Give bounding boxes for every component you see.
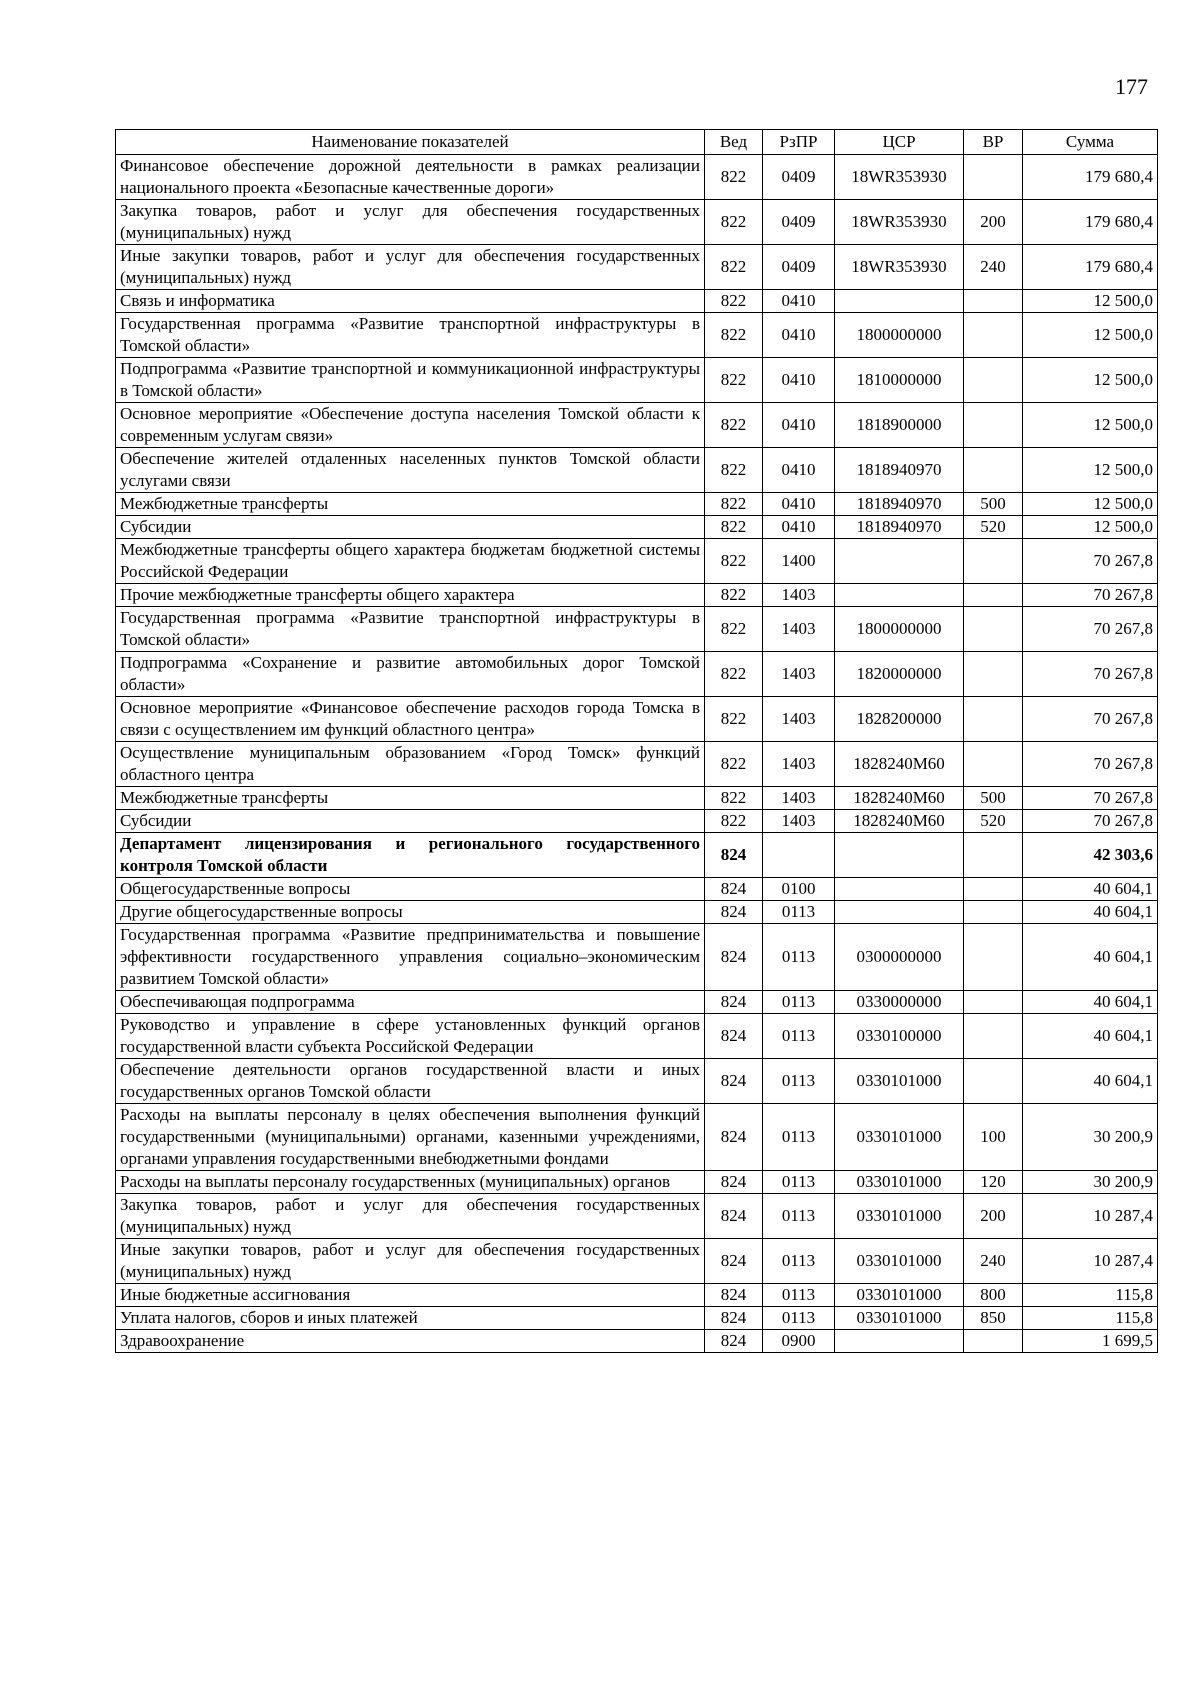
cell-ved: 824 [705, 1284, 763, 1307]
cell-ved: 822 [705, 607, 763, 652]
cell-vr: 120 [964, 1171, 1023, 1194]
cell-name: Иные бюджетные ассигнования [116, 1284, 705, 1307]
cell-name: Другие общегосударственные вопросы [116, 901, 705, 924]
table-row [116, 697, 1158, 742]
table-row [116, 607, 1158, 652]
cell-sum: 179 680,4 [1023, 200, 1158, 245]
cell-sum: 40 604,1 [1023, 1059, 1158, 1104]
table-row [116, 539, 1158, 584]
cell-sum: 70 267,8 [1023, 742, 1158, 787]
cell-csr [835, 290, 964, 313]
cell-name: Расходы на выплаты персоналу государственных (муниципальных) органов [116, 1171, 705, 1194]
table-row [116, 901, 1158, 924]
cell-name: Субсидии [116, 516, 705, 539]
cell-name: Расходы на выплаты персоналу в целях обеспечения выполнения функций государственными (муниципальными) органами, казенными учреждениями, органами управления государственными внебюджетными фондами [116, 1104, 705, 1171]
cell-sum: 40 604,1 [1023, 991, 1158, 1014]
table-row [116, 403, 1158, 448]
cell-vr [964, 901, 1023, 924]
cell-name: Межбюджетные трансферты [116, 493, 705, 516]
table-body [116, 155, 1158, 1353]
cell-csr: 0300000000 [835, 924, 964, 991]
cell-csr: 1800000000 [835, 313, 964, 358]
cell-csr: 1828240M60 [835, 787, 964, 810]
table-row [116, 833, 1158, 878]
table-row [116, 290, 1158, 313]
cell-ved: 824 [705, 1330, 763, 1353]
cell-name: Уплата налогов, сборов и иных платежей [116, 1307, 705, 1330]
cell-rzpr: 0113 [763, 991, 835, 1014]
cell-vr [964, 1059, 1023, 1104]
cell-csr: 0330101000 [835, 1194, 964, 1239]
cell-ved: 822 [705, 493, 763, 516]
table-row [116, 742, 1158, 787]
cell-vr [964, 878, 1023, 901]
cell-name: Руководство и управление в сфере установленных функций органов государственной власти субъекта Российской Федерации [116, 1014, 705, 1059]
cell-name: Общегосударственные вопросы [116, 878, 705, 901]
cell-csr: 1820000000 [835, 652, 964, 697]
cell-csr: 1800000000 [835, 607, 964, 652]
cell-vr: 850 [964, 1307, 1023, 1330]
table-row [116, 1284, 1158, 1307]
cell-sum: 30 200,9 [1023, 1171, 1158, 1194]
cell-rzpr [763, 833, 835, 878]
cell-rzpr: 0410 [763, 516, 835, 539]
table-row [116, 584, 1158, 607]
cell-rzpr: 1403 [763, 584, 835, 607]
cell-vr [964, 991, 1023, 1014]
cell-vr [964, 742, 1023, 787]
cell-ved: 822 [705, 584, 763, 607]
cell-vr [964, 607, 1023, 652]
cell-rzpr: 0409 [763, 200, 835, 245]
cell-vr [964, 313, 1023, 358]
cell-name: Основное мероприятие «Обеспечение доступа населения Томской области к современным услугам связи» [116, 403, 705, 448]
cell-sum: 70 267,8 [1023, 539, 1158, 584]
cell-ved: 824 [705, 991, 763, 1014]
table-row [116, 313, 1158, 358]
cell-ved: 824 [705, 924, 763, 991]
cell-name: Здравоохранение [116, 1330, 705, 1353]
cell-vr: 520 [964, 516, 1023, 539]
cell-csr: 1818940970 [835, 493, 964, 516]
cell-csr: 0330000000 [835, 991, 964, 1014]
cell-name: Прочие межбюджетные трансферты общего характера [116, 584, 705, 607]
cell-sum: 10 287,4 [1023, 1194, 1158, 1239]
cell-vr [964, 833, 1023, 878]
cell-csr: 1828240M60 [835, 810, 964, 833]
cell-sum: 179 680,4 [1023, 245, 1158, 290]
cell-name: Основное мероприятие «Финансовое обеспечение расходов города Томска в связи с осуществлением им функций областного центра» [116, 697, 705, 742]
cell-rzpr: 0410 [763, 358, 835, 403]
table-row [116, 1194, 1158, 1239]
column-header-csr: ЦСР [835, 130, 964, 155]
cell-csr: 1828240M60 [835, 742, 964, 787]
cell-ved: 822 [705, 245, 763, 290]
cell-name: Обеспечение жителей отдаленных населенных пунктов Томской области услугами связи [116, 448, 705, 493]
cell-name: Иные закупки товаров, работ и услуг для обеспечения государственных (муниципальных) нужд [116, 1239, 705, 1284]
cell-sum: 70 267,8 [1023, 607, 1158, 652]
cell-csr: 0330101000 [835, 1171, 964, 1194]
cell-rzpr: 0113 [763, 1194, 835, 1239]
budget-table [115, 129, 1158, 1353]
cell-rzpr: 1403 [763, 787, 835, 810]
cell-vr: 800 [964, 1284, 1023, 1307]
cell-vr [964, 155, 1023, 200]
cell-ved: 824 [705, 1171, 763, 1194]
cell-vr: 200 [964, 1194, 1023, 1239]
cell-vr: 240 [964, 1239, 1023, 1284]
cell-name: Связь и информатика [116, 290, 705, 313]
cell-ved: 822 [705, 787, 763, 810]
cell-rzpr: 1403 [763, 810, 835, 833]
column-header-name: Наименование показателей [116, 130, 705, 155]
cell-sum: 115,8 [1023, 1307, 1158, 1330]
table-row [116, 991, 1158, 1014]
cell-csr: 18WR353930 [835, 200, 964, 245]
table-row [116, 924, 1158, 991]
cell-csr: 0330100000 [835, 1014, 964, 1059]
cell-rzpr: 0410 [763, 290, 835, 313]
cell-ved: 824 [705, 1194, 763, 1239]
column-header-rzpr: РзПР [763, 130, 835, 155]
table-row [116, 1059, 1158, 1104]
table-row [116, 1239, 1158, 1284]
cell-name: Департамент лицензирования и регионального государственного контроля Томской области [116, 833, 705, 878]
cell-ved: 822 [705, 810, 763, 833]
cell-name: Межбюджетные трансферты общего характера бюджетам бюджетной системы Российской Федерации [116, 539, 705, 584]
cell-vr [964, 924, 1023, 991]
cell-rzpr: 0900 [763, 1330, 835, 1353]
table-header-row [116, 130, 1158, 155]
cell-sum: 115,8 [1023, 1284, 1158, 1307]
cell-ved: 822 [705, 403, 763, 448]
table-row [116, 155, 1158, 200]
cell-csr [835, 584, 964, 607]
cell-ved: 822 [705, 652, 763, 697]
cell-name: Обеспечение деятельности органов государственной власти и иных государственных органов Томской области [116, 1059, 705, 1104]
cell-name: Государственная программа «Развитие транспортной инфраструктуры в Томской области» [116, 607, 705, 652]
cell-vr [964, 697, 1023, 742]
cell-sum: 12 500,0 [1023, 290, 1158, 313]
cell-sum: 179 680,4 [1023, 155, 1158, 200]
cell-sum: 30 200,9 [1023, 1104, 1158, 1171]
table-row [116, 1330, 1158, 1353]
cell-csr [835, 833, 964, 878]
cell-vr [964, 358, 1023, 403]
cell-rzpr: 0409 [763, 245, 835, 290]
cell-rzpr: 0113 [763, 1014, 835, 1059]
cell-csr: 0330101000 [835, 1284, 964, 1307]
cell-sum: 70 267,8 [1023, 584, 1158, 607]
cell-csr [835, 878, 964, 901]
cell-csr: 1818940970 [835, 448, 964, 493]
cell-csr: 0330101000 [835, 1239, 964, 1284]
cell-ved: 822 [705, 539, 763, 584]
cell-vr [964, 584, 1023, 607]
cell-ved: 824 [705, 1239, 763, 1284]
cell-vr [964, 403, 1023, 448]
cell-ved: 824 [705, 1059, 763, 1104]
cell-rzpr: 1403 [763, 742, 835, 787]
table-row [116, 1171, 1158, 1194]
table-row [116, 200, 1158, 245]
cell-csr: 1810000000 [835, 358, 964, 403]
table-row [116, 448, 1158, 493]
cell-rzpr: 0113 [763, 1171, 835, 1194]
cell-name: Осуществление муниципальным образованием «Город Томск» функций областного центра [116, 742, 705, 787]
cell-vr [964, 1330, 1023, 1353]
cell-ved: 822 [705, 290, 763, 313]
cell-name: Обеспечивающая подпрограмма [116, 991, 705, 1014]
table-row [116, 358, 1158, 403]
cell-rzpr: 0410 [763, 448, 835, 493]
cell-sum: 12 500,0 [1023, 516, 1158, 539]
cell-rzpr: 0410 [763, 313, 835, 358]
cell-rzpr: 0409 [763, 155, 835, 200]
cell-csr: 1828200000 [835, 697, 964, 742]
page-number: 177 [1115, 74, 1148, 99]
cell-vr: 500 [964, 787, 1023, 810]
cell-sum: 40 604,1 [1023, 924, 1158, 991]
cell-ved: 822 [705, 742, 763, 787]
cell-sum: 12 500,0 [1023, 448, 1158, 493]
cell-vr: 240 [964, 245, 1023, 290]
cell-rzpr: 0113 [763, 1284, 835, 1307]
cell-name: Подпрограмма «Сохранение и развитие автомобильных дорог Томской области» [116, 652, 705, 697]
cell-rzpr: 0100 [763, 878, 835, 901]
cell-vr [964, 1014, 1023, 1059]
cell-rzpr: 1400 [763, 539, 835, 584]
cell-sum: 42 303,6 [1023, 833, 1158, 878]
table-row [116, 516, 1158, 539]
cell-csr: 0330101000 [835, 1307, 964, 1330]
cell-csr [835, 901, 964, 924]
cell-rzpr: 0410 [763, 403, 835, 448]
cell-ved: 822 [705, 516, 763, 539]
cell-vr [964, 652, 1023, 697]
cell-ved: 822 [705, 697, 763, 742]
column-header-sum: Сумма [1023, 130, 1158, 155]
cell-vr [964, 290, 1023, 313]
cell-sum: 70 267,8 [1023, 697, 1158, 742]
cell-sum: 70 267,8 [1023, 810, 1158, 833]
cell-csr: 18WR353930 [835, 245, 964, 290]
cell-sum: 12 500,0 [1023, 493, 1158, 516]
table-row [116, 493, 1158, 516]
cell-ved: 824 [705, 1014, 763, 1059]
table-row [116, 245, 1158, 290]
cell-ved: 824 [705, 901, 763, 924]
cell-rzpr: 0113 [763, 924, 835, 991]
cell-ved: 822 [705, 358, 763, 403]
cell-csr: 1818900000 [835, 403, 964, 448]
cell-csr: 0330101000 [835, 1104, 964, 1171]
cell-name: Субсидии [116, 810, 705, 833]
cell-sum: 12 500,0 [1023, 358, 1158, 403]
cell-vr: 100 [964, 1104, 1023, 1171]
table-row [116, 787, 1158, 810]
cell-csr [835, 539, 964, 584]
column-header-ved: Вед [705, 130, 763, 155]
cell-name: Государственная программа «Развитие предпринимательства и повышение эффективности государственного управления социально–экономическим развитием Томской области» [116, 924, 705, 991]
cell-sum: 1 699,5 [1023, 1330, 1158, 1353]
table-row [116, 1307, 1158, 1330]
cell-vr [964, 448, 1023, 493]
cell-sum: 40 604,1 [1023, 878, 1158, 901]
cell-csr [835, 1330, 964, 1353]
cell-sum: 12 500,0 [1023, 313, 1158, 358]
cell-csr: 1818940970 [835, 516, 964, 539]
cell-name: Закупка товаров, работ и услуг для обеспечения государственных (муниципальных) нужд [116, 1194, 705, 1239]
cell-ved: 822 [705, 313, 763, 358]
table-row [116, 878, 1158, 901]
cell-ved: 824 [705, 878, 763, 901]
cell-rzpr: 1403 [763, 607, 835, 652]
cell-ved: 822 [705, 155, 763, 200]
cell-rzpr: 0410 [763, 493, 835, 516]
cell-name: Закупка товаров, работ и услуг для обеспечения государственных (муниципальных) нужд [116, 200, 705, 245]
cell-rzpr: 0113 [763, 1059, 835, 1104]
cell-ved: 824 [705, 1104, 763, 1171]
cell-ved: 822 [705, 448, 763, 493]
table-row [116, 1104, 1158, 1171]
column-header-vr: ВР [964, 130, 1023, 155]
cell-csr: 0330101000 [835, 1059, 964, 1104]
table-row [116, 652, 1158, 697]
cell-name: Иные закупки товаров, работ и услуг для обеспечения государственных (муниципальных) нужд [116, 245, 705, 290]
cell-sum: 12 500,0 [1023, 403, 1158, 448]
cell-sum: 70 267,8 [1023, 652, 1158, 697]
cell-sum: 10 287,4 [1023, 1239, 1158, 1284]
cell-name: Государственная программа «Развитие транспортной инфраструктуры в Томской области» [116, 313, 705, 358]
cell-csr: 18WR353930 [835, 155, 964, 200]
cell-sum: 40 604,1 [1023, 1014, 1158, 1059]
cell-name: Межбюджетные трансферты [116, 787, 705, 810]
cell-rzpr: 1403 [763, 697, 835, 742]
cell-name: Финансовое обеспечение дорожной деятельности в рамках реализации национального проекта «Безопасные качественные дороги» [116, 155, 705, 200]
cell-rzpr: 0113 [763, 1239, 835, 1284]
cell-sum: 40 604,1 [1023, 901, 1158, 924]
cell-sum: 70 267,8 [1023, 787, 1158, 810]
cell-rzpr: 1403 [763, 652, 835, 697]
cell-rzpr: 0113 [763, 1104, 835, 1171]
cell-name: Подпрограмма «Развитие транспортной и коммуникационной инфраструктуры в Томской области» [116, 358, 705, 403]
cell-ved: 822 [705, 200, 763, 245]
cell-vr: 520 [964, 810, 1023, 833]
cell-vr: 200 [964, 200, 1023, 245]
cell-ved: 824 [705, 833, 763, 878]
cell-rzpr: 0113 [763, 1307, 835, 1330]
table-row [116, 810, 1158, 833]
cell-ved: 824 [705, 1307, 763, 1330]
table-row [116, 1014, 1158, 1059]
cell-vr: 500 [964, 493, 1023, 516]
cell-rzpr: 0113 [763, 901, 835, 924]
cell-vr [964, 539, 1023, 584]
